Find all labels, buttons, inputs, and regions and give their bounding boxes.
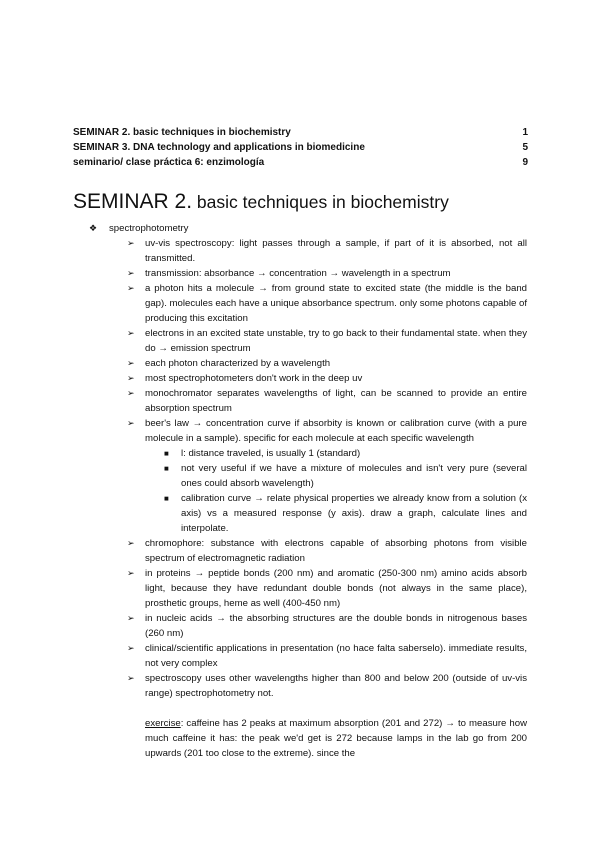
- toc-entry-page: 1: [522, 127, 528, 138]
- exercise-paragraph: [145, 716, 527, 761]
- arrow-bullet-icon: ➢: [127, 358, 135, 368]
- sub-list-item: [164, 491, 527, 536]
- arrow-bullet-icon: ➢: [127, 373, 135, 383]
- list-item-text: chromophore: substance with electrons capable of absorbing photons from visible spectrum of electromagnetic radiation: [145, 538, 527, 564]
- list-item-text: in proteins → peptide bonds (200 nm) and aromatic (250-300 nm) amino acids absorb light, because they have redundant double bonds (not always in the same place), prosthetic groups, heme as well (400-450 nm): [145, 568, 527, 609]
- list-item-text: transmission: absorbance → concentration → wavelength in a spectrum: [145, 268, 451, 279]
- toc-entry-title[interactable]: seminario/ clase práctica 6: enzimología: [73, 157, 265, 168]
- toc-entry-page: 9: [522, 157, 528, 168]
- arrow-bullet-icon: ➢: [127, 388, 135, 398]
- list-item: [127, 326, 527, 356]
- list-item-text: beer's law → concentration curve if absorbity is known or calibration curve (with a pure molecule in a sample). specific for each molecule at each specific wavelength: [145, 418, 527, 444]
- list-item: [127, 671, 527, 701]
- list-item-text: monochromator separates wavelengths of light, can be scanned to provide an entire absorption spectrum: [145, 388, 527, 414]
- list-item: [127, 236, 527, 266]
- arrow-bullet-icon: ➢: [127, 538, 135, 548]
- topic-item: [89, 221, 529, 236]
- arrow-bullet-icon: ➢: [127, 283, 135, 293]
- document-body: [0, 221, 600, 761]
- toc-entry-title[interactable]: SEMINAR 3. DNA technology and applications in biomedicine: [73, 142, 365, 153]
- arrow-bullet-icon: ➢: [127, 328, 135, 338]
- list-item-text: electrons in an excited state unstable, try to go back to their fundamental state. when they do → emission spectrum: [145, 328, 527, 354]
- sub-list-item-text: l: distance traveled, is usually 1 (standard): [181, 448, 361, 459]
- list-item: [127, 611, 527, 641]
- square-bullet-icon: ■: [164, 449, 169, 458]
- list-item: [127, 536, 527, 566]
- sub-list-item: [164, 461, 527, 491]
- list-item: [127, 266, 527, 281]
- list-item-text: uv-vis spectroscopy: light passes through a sample, if part of it is absorbed, not all transmitted.: [145, 238, 527, 264]
- arrow-bullet-icon: ➢: [127, 613, 135, 623]
- sub-list-item-text: calibration curve → relate physical properties we already know from a solution (x axis) vs a measured response (y axis). draw a graph, calculate lines and interpolate.: [181, 493, 527, 534]
- list-item: [127, 386, 527, 416]
- arrow-bullet-icon: ➢: [127, 568, 135, 578]
- arrow-bullet-icon: ➢: [127, 673, 135, 683]
- exercise-label: exercise: [145, 718, 181, 729]
- list-item-text: in nucleic acids → the absorbing structures are the double bonds in nitrogenous bases (260 nm): [145, 613, 527, 639]
- exercise-text: : caffeine has 2 peaks at maximum absorption (201 and 272) → to measure how much caffeine it has: the peak we'd get is 272 because lamps in the lab go from 200 upwards (201 too close to the extreme). since the: [145, 718, 527, 759]
- list-item: [127, 356, 527, 371]
- list-item: [127, 416, 527, 446]
- arrow-bullet-icon: ➢: [127, 268, 135, 278]
- arrow-bullet-icon: ➢: [127, 418, 135, 428]
- toc-entry[interactable]: [73, 125, 528, 140]
- list-item: [127, 371, 527, 386]
- list-item-text: each photon characterized by a wavelength: [145, 358, 331, 369]
- section-heading: [73, 188, 533, 218]
- list-item: [127, 281, 527, 326]
- table-of-contents: [73, 125, 528, 170]
- list-item: [127, 566, 527, 611]
- diamond-bullet-icon: ❖: [89, 223, 98, 233]
- list-item-text: a photon hits a molecule → from ground state to excited state (the middle is the band gap). molecules each have a unique absorbance spectrum. only some photons capable of producing this excitation: [145, 283, 527, 324]
- square-bullet-icon: ■: [164, 464, 169, 473]
- list-item-text: clinical/scientific applications in presentation (no hace falta saberselo). immediate results, not very complex: [145, 643, 527, 669]
- heading-seminar-number: SEMINAR 2.: [73, 190, 193, 213]
- arrow-bullet-icon: ➢: [127, 238, 135, 248]
- toc-entry-title[interactable]: SEMINAR 2. basic techniques in biochemistry: [73, 127, 291, 138]
- toc-entry[interactable]: [73, 140, 528, 155]
- heading-title: basic techniques in biochemistry: [192, 192, 449, 212]
- sub-list-item: [164, 446, 527, 461]
- list-item: [127, 641, 527, 671]
- square-bullet-icon: ■: [164, 494, 169, 503]
- list-item-text: spectroscopy uses other wavelengths higher than 800 and below 200 (outside of uv-vis range) spectrophotometry not.: [145, 673, 527, 699]
- toc-entry-page: 5: [522, 142, 528, 153]
- topic-text: spectrophotometry: [109, 223, 189, 234]
- toc-entry[interactable]: [73, 155, 528, 170]
- arrow-bullet-icon: ➢: [127, 643, 135, 653]
- list-item-text: most spectrophotometers don't work in the deep uv: [145, 373, 363, 384]
- sub-list-item-text: not very useful if we have a mixture of molecules and isn't very pure (several ones could absorb wavelength): [181, 463, 527, 489]
